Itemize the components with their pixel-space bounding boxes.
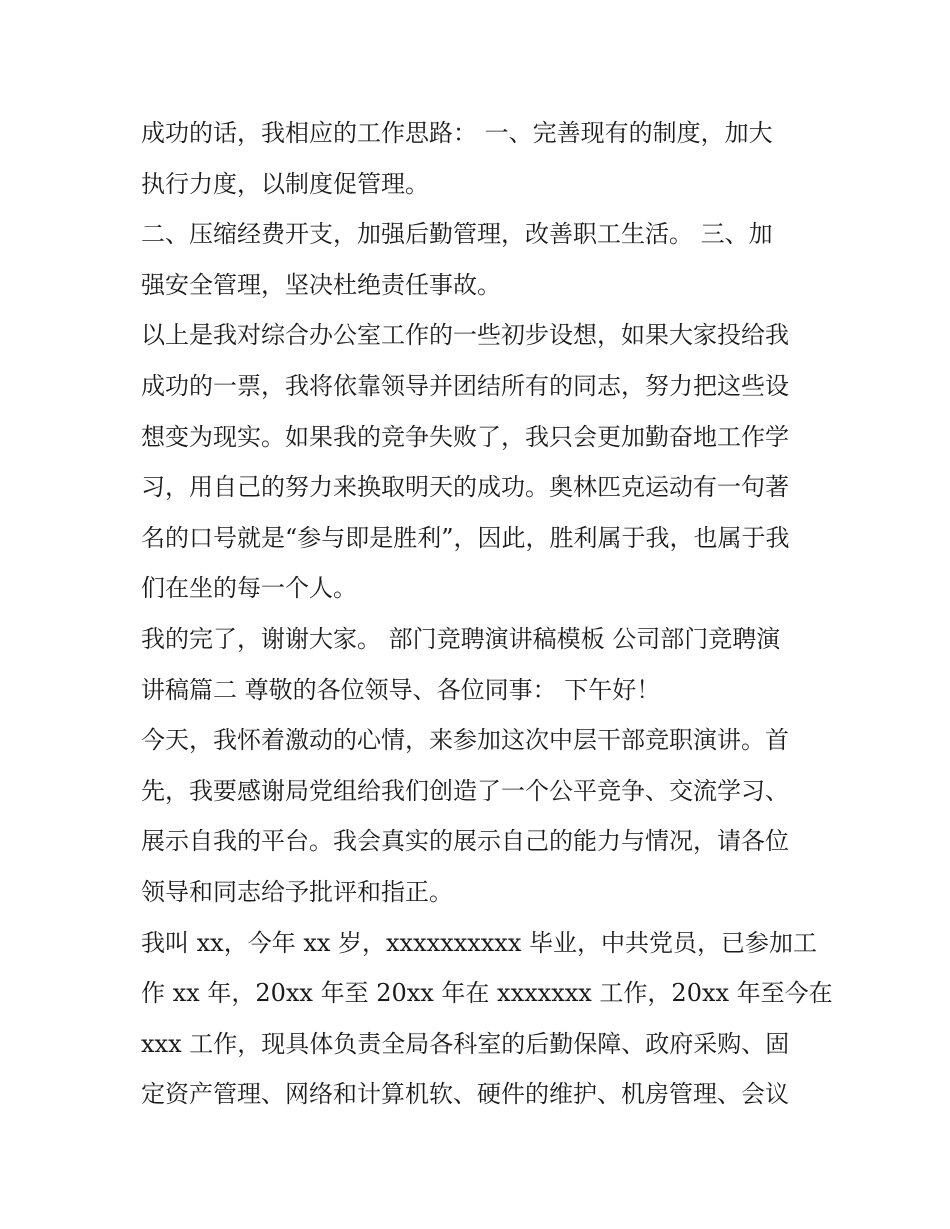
text-line: 作 xx 年，20xx 年至 20xx 年在 xxxxxxx 工作，20xx 年至今在 — [141, 979, 833, 1008]
text-line: 讲稿篇二 尊敬的各位领导、各位同事： 下午好！ — [141, 675, 661, 704]
paragraph-self-introduction — [141, 918, 833, 1120]
paragraph-conclusion — [141, 310, 821, 614]
text-line: 习，用自己的努力来换取明天的成功。奥林匹克运动有一句著 — [141, 473, 789, 502]
text-line: 想变为现实。如果我的竞争失败了，我只会更加勤奋地工作学 — [141, 422, 789, 451]
text-line: 先，我要感谢局党组给我们创造了一个公平竞争、交流学习、 — [141, 776, 789, 805]
text-line: 成功的一票，我将依靠领导并团结所有的同志，努力把这些设 — [141, 371, 789, 400]
text-line: 以上是我对综合办公室工作的一些初步设想，如果大家投给我 — [141, 321, 789, 350]
text-line: 们在坐的每一个人。 — [141, 574, 357, 603]
document-body — [141, 108, 833, 1120]
paragraph-closing-and-next-speech — [141, 614, 821, 715]
text-line: 领导和同志给予批评和指正。 — [141, 877, 453, 906]
text-line: 我叫 xx，今年 xx 岁，xxxxxxxxxx 毕业，中共党员，已参加工 — [141, 928, 818, 957]
text-line: 展示自我的平台。我会真实的展示自己的能力与情况，请各位 — [141, 827, 789, 856]
text-line: 我的完了，谢谢大家。 部门竞聘演讲稿模板 公司部门竞聘演 — [141, 624, 781, 653]
text-line: 名的口号就是“参与即是胜利”，因此，胜利属于我，也属于我 — [141, 523, 790, 552]
text-line: 强安全管理，坚决杜绝责任事故。 — [141, 270, 501, 299]
paragraph-management-points — [141, 209, 821, 310]
text-line: xxx 工作，现具体负责全局各科室的后勤保障、政府采购、固 — [141, 1029, 790, 1058]
paragraph-work-ideas — [141, 108, 821, 209]
paragraph-opening — [141, 715, 821, 917]
text-line: 成功的话，我相应的工作思路： 一、完善现有的制度，加大 — [141, 119, 773, 147]
text-line: 二、压缩经费开支，加强后勤管理，改善职工生活。 三、加 — [141, 220, 773, 249]
text-line: 定资产管理、网络和计算机软、硬件的维护、机房管理、会议 — [141, 1080, 789, 1109]
text-line: 今天，我怀着激动的心情，来参加这次中层干部竞职演讲。首 — [141, 726, 789, 755]
text-line: 执行力度，以制度促管理。 — [141, 169, 429, 198]
